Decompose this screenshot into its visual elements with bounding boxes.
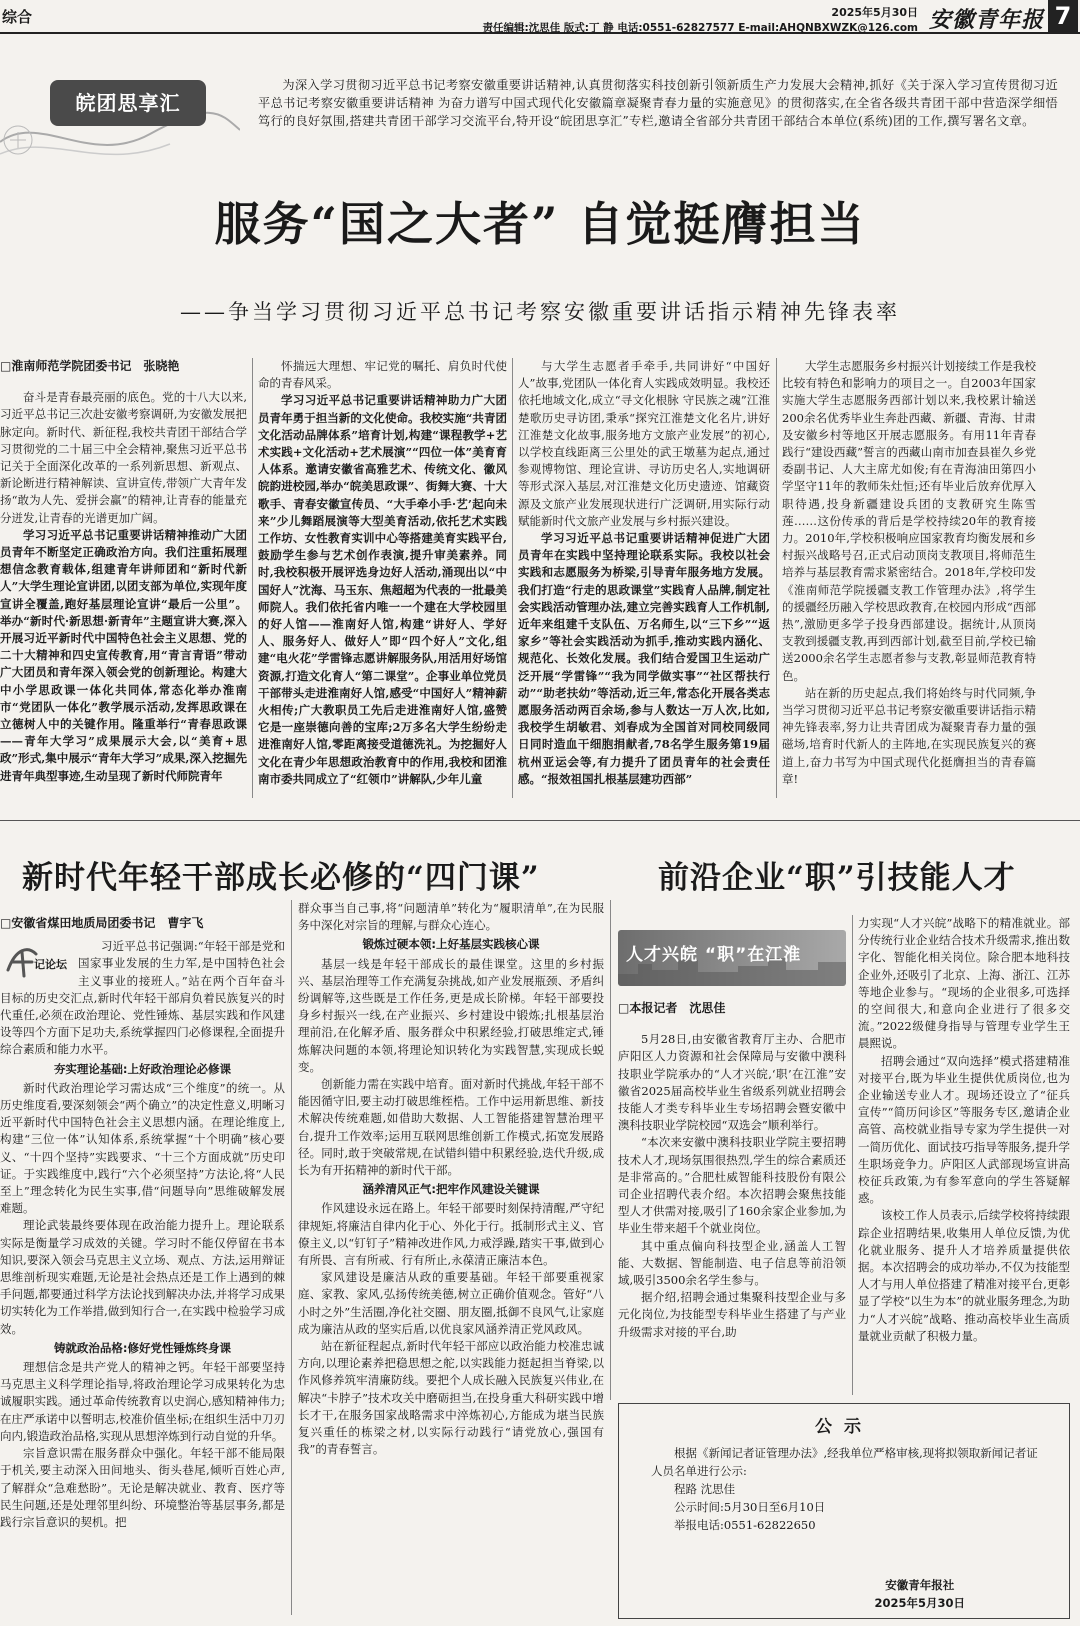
article3-paragraph: 其中重点偏向科技型企业,涵盖人工智能、大数据、智能制造、电子信息等前沿领域,吸引3500余名学生参与。 — [618, 1238, 846, 1288]
jobs-banner — [618, 930, 846, 986]
article2-byline: □安徽省煤田地质局团委书记 曹宇飞 — [0, 916, 204, 930]
lead-paragraph: 与大学生志愿者手牵手,共同讲好“中国好人”故事,党团队一体化育人实践成效明显。我校还依托地域文化,成立“寻文化根脉 守民族之魂”江淮楚歌历史寻访团,秉承“探究江淮楚文化名片,讲好江淮楚文化故事,服务地方文旅产业发展”的初心,以学校直线距离三公里处的武王墩墓为起点,通过参观博物馆、理论宣讲、寻访历史名人,实地调研等形式深入基层,对江淮楚文化历史遗迹、馆藏资源及文旅产业发展现状进行广泛调研,用实际行动赋能新时代文旅产业发展与乡村振兴建设。 — [518, 359, 770, 528]
article3-paragraph: 5月28日,由安徽省教育厅主办、合肥市庐阳区人力资源和社会保障局与安徽中澳科技职业学院承办的“人才兴皖,‘职’在江淮”安徽省2025届高校毕业生省级系列就业招聘会技能人才类专科毕业生专场招聘会暨安徽中澳科技职业学院校园“双选会”顺利举行。 — [618, 1032, 846, 1133]
article2-subheading: 铸就政治品格:修好党性锤炼终身课 — [53, 1340, 232, 1355]
article3-column-1 — [618, 1000, 846, 1400]
article3-paragraph: 招聘会通过“双向选择”模式搭建精准对接平台,既为毕业生提供优质岗位,也为企业输送专业人才。现场还设立了“征兵宣传”“简历问诊区”等服务专区,邀请企业高管、高校就业指导专家为学生提供一对一简历优化、面试技巧指导等服务,提升学生职场竞争力。庐阳区人武部现场宣讲高校征兵政策,为有参军意向的学生答疑解惑。 — [858, 1053, 1070, 1206]
column-badge: 皖团思享汇 — [50, 80, 206, 126]
column-divider — [252, 358, 253, 798]
paper-name-logo: 安徽青年报 — [928, 7, 1044, 33]
lead-column-2 — [258, 358, 507, 798]
notice-body — [651, 1444, 1047, 1534]
lead-byline: □淮南师范学院团委书记 张晓艳 — [0, 359, 180, 373]
column-divider — [776, 358, 777, 798]
lead-subheadline: ——争当学习贯彻习近平总书记考察安徽重要讲话指示精神先锋表率 — [180, 300, 900, 324]
notice-title: 公示 — [815, 1417, 873, 1437]
editor-contact-line: 责任编辑:沈思佳 版式:丁 静 电话:0551-62827577 E-mail:AHQNBXWZK@126.com — [482, 22, 918, 34]
column-intro: 为深入学习贯彻习近平总书记考察安徽重要讲话精神,认真贯彻落实科技创新引领新质生产力发展大会精神,抓好《关于深入学习宣传贯彻习近平总书记考察安徽重要讲话精神 为奋力谱写中国式现代化安徽篇章凝聚青春力量的实施意见》的贯彻落实,在全省各级共青团干部中营造深学细悟笃行的良好氛围,搭建共青团干部学习交流平台,特开设“皖团思享汇”专栏,邀请全省部分共青团干部结合本单位(系统)团的工作,撰写署名文章。 — [258, 78, 1058, 128]
article3-paragraph: 据介绍,招聘会通过集聚科技型企业与多元化岗位,为技能型专科毕业生搭建了与产业升级需求对接的平台,助 — [618, 1290, 846, 1339]
issue-date: 2025年5月30日 — [831, 6, 918, 19]
forum-tag — [0, 938, 78, 984]
article3-column-2 — [858, 915, 1070, 1395]
article2-paragraph: 基层一线是年轻干部成长的最佳课堂。这里的乡村振兴、基层治理等工作充满复杂挑战,如产业发展瓶颈、矛盾纠纷调解等,这些既是工作任务,更是成长阶梯。年轻干部要投身乡村振兴一线,在产业振兴、乡村建设中锻炼;扎根基层治理前沿,在化解矛盾、服务群众中积累经验,打破思维定式,锤炼解决问题的本领,将理论知识转化为实践智慧,实现成长蜕变。 — [298, 956, 604, 1074]
article2-paragraph: 宗旨意识需在服务群众中强化。年轻干部不能局限于机关,要主动深入田间地头、街头巷尾,倾听百姓心声,了解群众“急难愁盼”。无论是解决就业、教育、医疗等民生问题,还是处理邻里纠纷、环境整治等基层事务,都是践行宗旨意识的契机。把 — [0, 1446, 285, 1529]
column-divider — [610, 900, 611, 1400]
notice-signature — [874, 1576, 965, 1612]
lead-headline: 服务“国之大者” 自觉挺膺担当 — [214, 197, 866, 251]
article2-col2-body — [298, 900, 604, 1459]
article3-byline: □本报记者 沈思佳 — [618, 1001, 726, 1015]
article3-paragraph: “本次来安徽中澳科技职业学院主要招聘技术人才,现场氛围很热烈,学生的综合素质还是非常高的。”合肥杜威智能科技股份有限公司企业招聘代表介绍。本次招聘会聚焦技能型人才供需对接,吸引了160余家企业参加,为毕业生带来超千个就业岗位。 — [618, 1135, 846, 1236]
lead-paragraph: 怀揣远大理想、牢记党的嘱托、肩负时代使命的青春风采。 — [258, 359, 507, 391]
masthead — [0, 0, 1080, 34]
article2-column-1 — [0, 915, 285, 1620]
notice-names: 程路 沈思佳 — [674, 1482, 736, 1496]
page-number: 7 — [1048, 0, 1078, 32]
lead-column-4 — [782, 358, 1036, 798]
notice-text: 根据《新闻记者证管理办法》,经我单位严格审核,现将拟领取新闻记者证人员名单进行公示: — [651, 1446, 1038, 1478]
article2-paragraph: 习近平总书记强调:“年轻干部是党和国家事业发展的生力军,是中国特色社会主义事业的接班人。”站在两个百年奋斗目标的历史交汇点,新时代年轻干部肩负着民族复兴的时代重任,必须在政治理论、党性锤炼、基层实践和作风建设等四个方面下足功夫,系统掌握四门必修课程,全面提升综合素质和能力水平。 — [0, 939, 285, 1057]
article2-paragraph: 家风建设是廉洁从政的重要基础。年轻干部要重视家庭、家教、家风,弘扬传统美德,树立正确价值观念。管好“八小时之外”生活圈,净化社交圈、朋友圈,抵御不良风气,让家庭成为廉洁从政的坚实后盾,以优良家风涵养清正党风政风。 — [298, 1270, 604, 1336]
article2-paragraph: 创新能力需在实践中培育。面对新时代挑战,年轻干部不能因循守旧,要主动打破思维桎梏。工作中运用新思维、新技术解决传统难题,如借助大数据、人工智能搭建智慧治理平台,提升工作效率;运用互联网思维创新工作模式,拓宽发展路径。同时,敢于突破常规,在试错纠错中积累经验,迭代升级,成长为有开拓精神的新时代干部。 — [298, 1077, 604, 1178]
article2-column-2 — [298, 900, 604, 1620]
notice-period: 公示时间:5月30日至6月10日 — [674, 1500, 826, 1514]
lead-paragraph: 学习习近平总书记重要讲话精神促进广大团员青年在实践中坚持理论联系实际。我校以社会实践和志愿服务为桥梁,引导青年服务地方发展。我们打造“行走的思政课堂”实践育人品牌,制定社会实践活动管理办法,建立完善实践育人工作机制,近年来组建千支队伍、万名师生,以“三下乡”“返家乡”等社会实践活动为抓手,推动实践内涵化、规范化、长效化发展。我们结合爱国卫生运动广泛开展“学雷锋”“我为同学做实事”“社区帮扶行动”“助老扶幼”等活动,近三年,常态化开展各类志愿服务活动两百余场,参与人数达一万人次,比如,我校学生胡敏君、刘春成为全国首对同校同级同日同时造血干细胞捐献者,78名学生服务第19届杭州亚运会等,有力提升了团员青年的社会责任感。“报效祖国扎根基层建功西部” — [518, 531, 770, 786]
article2-paragraph: 作风建设永远在路上。年轻干部要时刻保持清醒,严守纪律规矩,将廉洁自律内化于心、外化于行。抵制形式主义、官僚主义,以“钉钉子”精神改进作风,力戒浮躁,踏实干事,做到心有所畏、言有所戒、行有所止,永葆清正廉洁本色。 — [298, 1201, 604, 1268]
article2-subheading: 锻炼过硬本领:上好基层实践核心课 — [362, 937, 540, 952]
lead-paragraph: 学习习近平总书记重要讲话精神助力广大团员青年勇于担当新的文化使命。我校实施“共青团文化活动品牌体系”培育计划,构建“课程教学+艺术实践+文化活动+艺术展演”“四位一体”美育育人体系。邀请安徽省高雅艺术、传统文化、徽风皖韵进校园,举办“皖美思政课”、街舞大赛、十大歌手、青春安徽宣传员、“大手牵小手·艺’起向未来”少儿舞蹈展演等大型美育活动,依托艺术实践工作坊、女性教育实训中心等搭建美育实践平台,鼓励学生参与艺术创作表演,提升审美素养。同时,我校积极开展评选身边好人活动,涌现出以“中国好人”沈海、马玉东、焦超超为代表的一批最美师院人。我们依托省内唯一一个建在大学校园里的好人馆——淮南好人馆,构建“讲好人、学好人、服务好人、做好人”即“四个好人”文化,组建“电火花”学雷锋志愿讲解服务队,用活用好场馆资源,打造文化育人“第二课堂”。企事业单位党员干部带头走进淮南好人馆,感受“中国好人”精神薪火相传;广大教职员工先后走进淮南好人馆,盛赞它是一座崇德向善的宝库;2万多名大学生纷纷走进淮南好人馆,零距离接受道德洗礼。为挖掘好人文化在青少年思想政治教育中的作用,我校和团淮南市委共同成立了“红领巾”讲解队,少年儿童 — [258, 393, 507, 786]
article2-headline: 新时代年轻干部成长必修的“四门课” — [22, 860, 540, 896]
article2-paragraph: 理想信念是共产党人的精神之钙。年轻干部要坚持马克思主义科学理论指导,将政治理论学习成果转化为忠诚履职实践。通过革命传统教育以史润心,感知精神伟力;在庄严承诺中以誓明志,校准价值坐标;在组织生活中刀刃向内,锻造政治品格,实现从思想淬炼到行动自觉的升华。 — [0, 1360, 285, 1443]
lead-paragraph: 奋斗是青春最亮丽的底色。党的十八大以来,习近平总书记三次赴安徽考察调研,为安徽发展把脉定向。新时代、新征程,我校共青团干部结合学习贯彻党的二十届三中全会精神,聚焦习近平总书记关于全面深化改革的一系列新思想、新观点、新论断进行精神解读、宣讲宣传,带领广大青年发扬“敢为人先、爱拼会赢”的精神,让青春的能量充分迸发,让青春的光谱更加广阔。 — [0, 390, 247, 525]
article2-col1-body — [0, 938, 285, 1531]
column-divider — [291, 900, 292, 1615]
article3-paragraph: 力实现“人才兴皖”战略下的精准就业。部分传统行业企业结合技术升级需求,推出数字化、智能化相关岗位。除合肥本地科技企业外,还吸引了北京、上海、浙江、江苏等地企业参与。“现场的企业很多,可选择的空间很大,和意向企业进行了很多交流。”2022级健身指导与管理专业学生王晨熙说。 — [858, 916, 1070, 1051]
section-divider — [0, 820, 1080, 821]
article2-paragraph: 理论武装最终要体现在政治能力提升上。理论联系实际是衡量学习成效的关键。学习时不能仅停留在书本知识,要深入领会马克思主义立场、观点、方法,运用辩证思维剖析现实难题,无论是社会热点还是工作上遇到的棘手问题,都要通过科学方法论找到解决办法,并将学习成果切实转化为工作举措,做到知行合一,在实践中检验学习成效。 — [0, 1218, 285, 1336]
lead-paragraph: 站在新的历史起点,我们将始终与时代同频,争当学习贯彻习近平总书记考察安徽重要讲话指示精神先锋表率,努力让共青团成为凝聚青春力量的强磁场,培育时代新人的主阵地,在实现民族复兴的赛道上,奋力书写为中国式现代化挺膺担当的青春篇章! — [782, 685, 1036, 786]
article2-paragraph: 站在新征程起点,新时代年轻干部应以政治能力校准忠诚方向,以理论素养把稳思想之舵,以实践能力挺起担当脊梁,以作风修养筑牢清廉防线。要把个人成长融入民族复兴伟业,在解决“卡脖子”技术攻关中磨砺担当,在投身重大科研实践中增长才干,在服务国家战略需求中淬炼初心,方能成为堪当民族复兴重任的栋梁之材,以实际行动践行“请党放心,强国有我”的青春誓言。 — [298, 1339, 604, 1457]
notice-phone: 举报电话:0551-62822650 — [674, 1518, 816, 1532]
article2-subheading: 涵养清风正气:把牢作风建设关键课 — [362, 1182, 540, 1197]
forum-tag-label: 记论坛 — [34, 958, 67, 972]
article2-paragraph: 新时代政治理论学习需达成“三个维度”的统一。从历史维度看,要深刻领会“两个确立”的决定性意义,明晰习近平新时代中国特色社会主义思想内涵。在理论维度上,构建“三位一体”认知体系,系统掌握“十个明确”核心要义、“十四个坚持”实践要求、“十三个方面成就”历史印证。于实践维度中,践行“六个必须坚持”方法论,将“人民至上”理念转化为民生实事,借“问题导向”思维破解发展难题。 — [0, 1080, 285, 1216]
column-divider — [512, 358, 513, 798]
section-name: 综合 — [2, 8, 33, 26]
lead-column-3 — [518, 358, 770, 798]
jobs-banner-text: 人才兴皖 “职”在江淮 — [626, 945, 802, 965]
article2-subheading: 夯实理论基础:上好政治理论必修课 — [53, 1061, 232, 1076]
lead-paragraph: 大学生志愿服务乡村振兴计划接续工作是我校比较有特色和影响力的项目之一。自2003年国家实施大学生志愿服务西部计划以来,我校累计输送200余名优秀毕业生奔赴西藏、新疆、青海、甘肃及安徽乡村等地区开展志愿服务。有用11年青春践行“建设西藏”誓言的西藏山南市加查县崔久乡党委副书记、人大主席尤如俊;有在青海油田第四小学坚守11年的教师朱灶恒;还有毕业后放弃优厚入职待遇,投身新疆建设兵团的支教研究生陈雪莲……这份传承的背后是学校持续20年的教育接力。2010年,学校积极响应国家教育均衡发展和乡村振兴战略号召,正式启动顶岗支教项目,将师范生培养与基层教育需求紧密结合。2018年,学校印发《淮南师范学院援疆支教工作管理办法》,将学生的援疆经历融入学校思政教育,在校园内形成“西部热”,激励更多学子投身西部建设。据统计,从顶岗支教到援疆支教,再到西部计划,截至目前,学校已输送2000余名学生志愿者参与支教,彰显师范教育特色。 — [782, 359, 1036, 683]
lead-paragraph: 学习习近平总书记重要讲话精神推动广大团员青年不断坚定正确政治方向。我们注重拓展理想信念教育载体,组建青年讲师团和“新时代新人”大学生理论宣讲团,以团支部为单位,实现年度宣讲全覆盖,跑好基层理论宣讲“最后一公里”。举办“新时代·新思想·新青年”主题宣讲大赛,深入开展习近平新时代中国特色社会主义思想、党的二十大精神和四史宣传教育,用“青言青语”带动广大团员和青年深入领会党的创新理论。构建大中小学思政课一体化共同体,常态化举办淮南市“党团队一体化”教学展示活动,发挥思政课在立德树人中的关键作用。隆重举行“青春思政课——青年大学习”成果展示大会,以“美育+思政”形式,集中展示“青年大学习”成果,深入挖掘先进青年典型事迹,生动呈现了新时代师院青年 — [0, 527, 247, 783]
notice-org: 安徽青年报社 — [885, 1578, 955, 1592]
notice-date: 2025年5月30日 — [874, 1596, 965, 1610]
article2-paragraph: 群众事当自己事,将“问题清单”转化为“履职清单”,在为民服务中深化对宗旨的理解,与群众心连心。 — [298, 901, 604, 933]
column-divider — [852, 915, 853, 1395]
notice-box — [618, 1403, 1070, 1619]
lead-column-1 — [0, 358, 247, 798]
article3-headline: 前沿企业“职”引技能人才 — [658, 860, 1016, 896]
article3-paragraph: 该校工作人员表示,后续学校将持续跟踪企业招聘结果,收集用人单位反馈,为优化就业服务、提升人才培养质量提供依据。本次招聘会的成功举办,不仅为技能型人才与用人单位搭建了精准对接平台,更彰显了学校“以生为本”的就业服务理念,为助力“人才兴皖”战略、推动高校毕业生高质量就业贡献了积极力量。 — [858, 1208, 1070, 1343]
